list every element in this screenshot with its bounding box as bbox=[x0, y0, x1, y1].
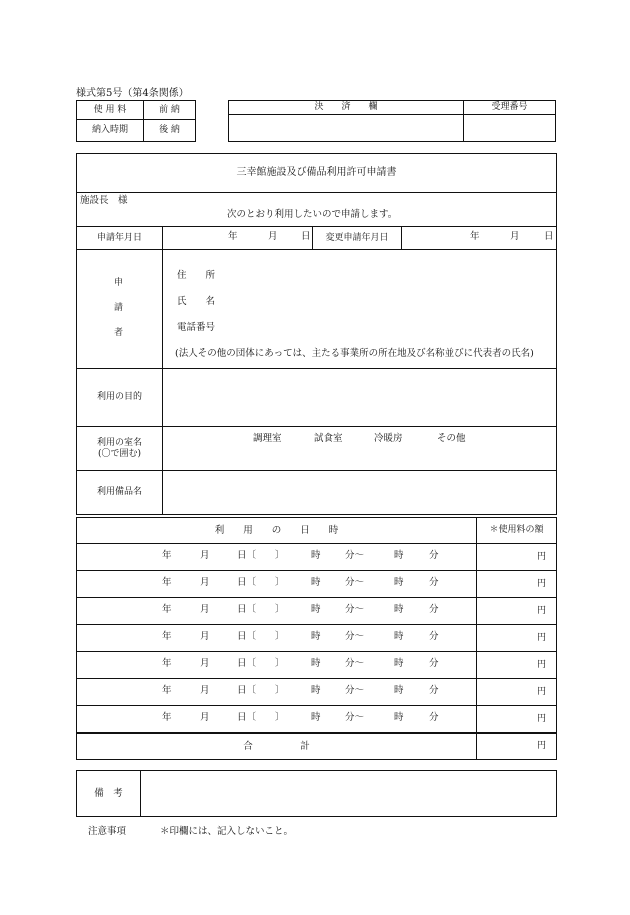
applicant-note: (法人その他の団体にあっては、主たる事業所の所在地及び名称並びに代表者の氏名) bbox=[175, 348, 534, 359]
total-label: 合 計 bbox=[77, 733, 477, 759]
schedule-datetime-field[interactable] bbox=[77, 598, 477, 625]
application-date-label: 申請年月日 bbox=[77, 227, 163, 250]
schedule-year-label: 年 bbox=[162, 685, 172, 696]
schedule-minute2-label: 分 bbox=[429, 550, 439, 561]
schedule-hour1-label: 時 bbox=[311, 685, 321, 696]
schedule-month-label: 月 bbox=[200, 658, 210, 669]
applicant-field[interactable] bbox=[163, 250, 557, 369]
schedule-month-label: 月 bbox=[200, 712, 210, 723]
schedule-datetime-field[interactable] bbox=[77, 652, 477, 679]
schedule-fee-field[interactable]: 円 bbox=[477, 706, 557, 734]
approval-label: 決 済 欄 bbox=[229, 101, 464, 115]
schedule-row bbox=[77, 706, 557, 734]
schedule-fee-field[interactable]: 円 bbox=[477, 544, 557, 571]
approval-box bbox=[228, 100, 556, 142]
schedule-hour1-label: 時 bbox=[311, 604, 321, 615]
room-label-line2: (〇で囲む) bbox=[97, 448, 142, 459]
schedule-day-label: 日〔 〕 bbox=[237, 658, 285, 669]
schedule-day-label: 日〔 〕 bbox=[237, 604, 285, 615]
equipment-label: 利用備品名 bbox=[77, 471, 163, 515]
schedule-fee-field[interactable]: 円 bbox=[477, 652, 557, 679]
receipt-number-field[interactable] bbox=[464, 115, 556, 142]
room-option-cooking[interactable]: 調理室 bbox=[253, 433, 282, 444]
schedule-year-label: 年 bbox=[162, 577, 172, 588]
remarks-label: 備 考 bbox=[77, 771, 141, 817]
schedule-day-label: 日〔 〕 bbox=[237, 685, 285, 696]
schedule-row bbox=[77, 598, 557, 625]
schedule-minute2-label: 分 bbox=[429, 604, 439, 615]
postpay-option[interactable]: 後 納 bbox=[144, 120, 196, 142]
change-date-label: 変更申請年月日 bbox=[313, 227, 402, 250]
schedule-hour1-label: 時 bbox=[311, 658, 321, 669]
name-label: 氏 名 bbox=[177, 296, 216, 307]
schedule-datetime-field[interactable] bbox=[77, 544, 477, 571]
schedule-month-label: 月 bbox=[200, 550, 210, 561]
room-option-aircon[interactable]: 冷暖房 bbox=[374, 433, 403, 444]
schedule-datetime-field[interactable] bbox=[77, 571, 477, 598]
change-day: 日 bbox=[544, 231, 554, 242]
app-month: 月 bbox=[268, 231, 278, 242]
schedule-hour2-label: 時 bbox=[394, 685, 404, 696]
schedule-minute2-label: 分 bbox=[429, 577, 439, 588]
schedule-fee-field[interactable]: 円 bbox=[477, 598, 557, 625]
schedule-minute1-label: 分〜 bbox=[345, 685, 365, 696]
address-label: 住 所 bbox=[177, 270, 216, 281]
applicant-char-1: 申 bbox=[114, 278, 124, 288]
room-option-other[interactable]: その他 bbox=[437, 433, 466, 444]
notes-text: ＊印欄には、記入しないこと。 bbox=[160, 826, 294, 837]
application-date-field[interactable] bbox=[163, 227, 313, 250]
room-label bbox=[77, 427, 163, 471]
schedule-fee-field[interactable]: 円 bbox=[477, 679, 557, 706]
schedule-minute1-label: 分〜 bbox=[345, 550, 365, 561]
timing-label: 納入時期 bbox=[77, 120, 144, 142]
schedule-day-label: 日〔 〕 bbox=[237, 712, 285, 723]
schedule-day-label: 日〔 〕 bbox=[237, 577, 285, 588]
receipt-label: 受理番号 bbox=[464, 101, 556, 115]
schedule-row bbox=[77, 652, 557, 679]
schedule-row bbox=[77, 544, 557, 571]
schedule-hour2-label: 時 bbox=[394, 658, 404, 669]
room-label-line1: 利用の室名 bbox=[96, 437, 142, 448]
remarks-table bbox=[76, 770, 557, 817]
purpose-field[interactable] bbox=[163, 369, 557, 427]
room-option-tasting[interactable]: 試食室 bbox=[314, 433, 343, 444]
schedule-hour2-label: 時 bbox=[394, 550, 404, 561]
main-form bbox=[76, 153, 557, 515]
form-number: 様式第5号（第4条関係） bbox=[76, 88, 189, 99]
schedule-month-label: 月 bbox=[200, 577, 210, 588]
fee-label: 使 用 料 bbox=[77, 101, 144, 120]
schedule-month-label: 月 bbox=[200, 604, 210, 615]
schedule-datetime-field[interactable] bbox=[77, 706, 477, 734]
applicant-char-2: 請 bbox=[114, 303, 124, 313]
schedule-day-label: 日〔 〕 bbox=[237, 631, 285, 642]
schedule-header: 利 用 の 日 時 bbox=[77, 518, 477, 544]
schedule-hour2-label: 時 bbox=[394, 712, 404, 723]
app-day: 日 bbox=[301, 231, 311, 242]
lead-text: 次のとおり利用したいので申請します。 bbox=[227, 209, 398, 220]
schedule-hour1-label: 時 bbox=[311, 550, 321, 561]
schedule-hour1-label: 時 bbox=[311, 631, 321, 642]
schedule-minute2-label: 分 bbox=[429, 658, 439, 669]
addressee-row bbox=[77, 193, 557, 227]
remarks-field[interactable] bbox=[141, 771, 557, 817]
app-year: 年 bbox=[228, 231, 238, 242]
schedule-day-label: 日〔 〕 bbox=[237, 550, 285, 561]
applicant-char-3: 者 bbox=[114, 328, 124, 338]
purpose-label: 利用の目的 bbox=[77, 369, 163, 427]
schedule-minute2-label: 分 bbox=[429, 712, 439, 723]
schedule-minute1-label: 分〜 bbox=[345, 577, 365, 588]
schedule-year-label: 年 bbox=[162, 604, 172, 615]
schedule-minute1-label: 分〜 bbox=[345, 604, 365, 615]
fee-header: ＊使用料の額 bbox=[477, 518, 557, 544]
schedule-datetime-field[interactable] bbox=[77, 679, 477, 706]
schedule-minute2-label: 分 bbox=[429, 685, 439, 696]
schedule-hour2-label: 時 bbox=[394, 631, 404, 642]
schedule-year-label: 年 bbox=[162, 712, 172, 723]
schedule-year-label: 年 bbox=[162, 631, 172, 642]
form-title: 三幸館施設及び備品利用許可申請書 bbox=[77, 154, 557, 193]
schedule-table bbox=[76, 517, 557, 760]
schedule-year-label: 年 bbox=[162, 658, 172, 669]
schedule-hour1-label: 時 bbox=[311, 712, 321, 723]
schedule-hour2-label: 時 bbox=[394, 604, 404, 615]
schedule-fee-field[interactable]: 円 bbox=[477, 625, 557, 652]
schedule-row bbox=[77, 625, 557, 652]
schedule-month-label: 月 bbox=[200, 685, 210, 696]
schedule-rows bbox=[77, 544, 557, 734]
schedule-hour2-label: 時 bbox=[394, 577, 404, 588]
equipment-field[interactable] bbox=[163, 471, 557, 515]
phone-label: 電話番号 bbox=[177, 322, 216, 333]
room-options bbox=[163, 427, 557, 471]
applicant-label bbox=[77, 250, 163, 369]
schedule-minute1-label: 分〜 bbox=[345, 712, 365, 723]
schedule-hour1-label: 時 bbox=[311, 577, 321, 588]
fee-box bbox=[76, 100, 196, 142]
addressee: 施設長 様 bbox=[80, 195, 128, 206]
total-yen[interactable]: 円 bbox=[477, 733, 557, 759]
change-month: 月 bbox=[510, 231, 520, 242]
notes-label: 注意事項 bbox=[88, 826, 127, 837]
schedule-month-label: 月 bbox=[200, 631, 210, 642]
schedule-datetime-field[interactable] bbox=[77, 625, 477, 652]
schedule-year-label: 年 bbox=[162, 550, 172, 561]
change-year: 年 bbox=[470, 231, 480, 242]
schedule-minute1-label: 分〜 bbox=[345, 658, 365, 669]
schedule-row bbox=[77, 571, 557, 598]
schedule-minute1-label: 分〜 bbox=[345, 631, 365, 642]
change-date-field[interactable] bbox=[402, 227, 557, 250]
schedule-minute2-label: 分 bbox=[429, 631, 439, 642]
prepay-option[interactable]: 前 納 bbox=[144, 101, 196, 120]
schedule-fee-field[interactable]: 円 bbox=[477, 571, 557, 598]
approval-field bbox=[229, 115, 464, 142]
schedule-row bbox=[77, 679, 557, 706]
